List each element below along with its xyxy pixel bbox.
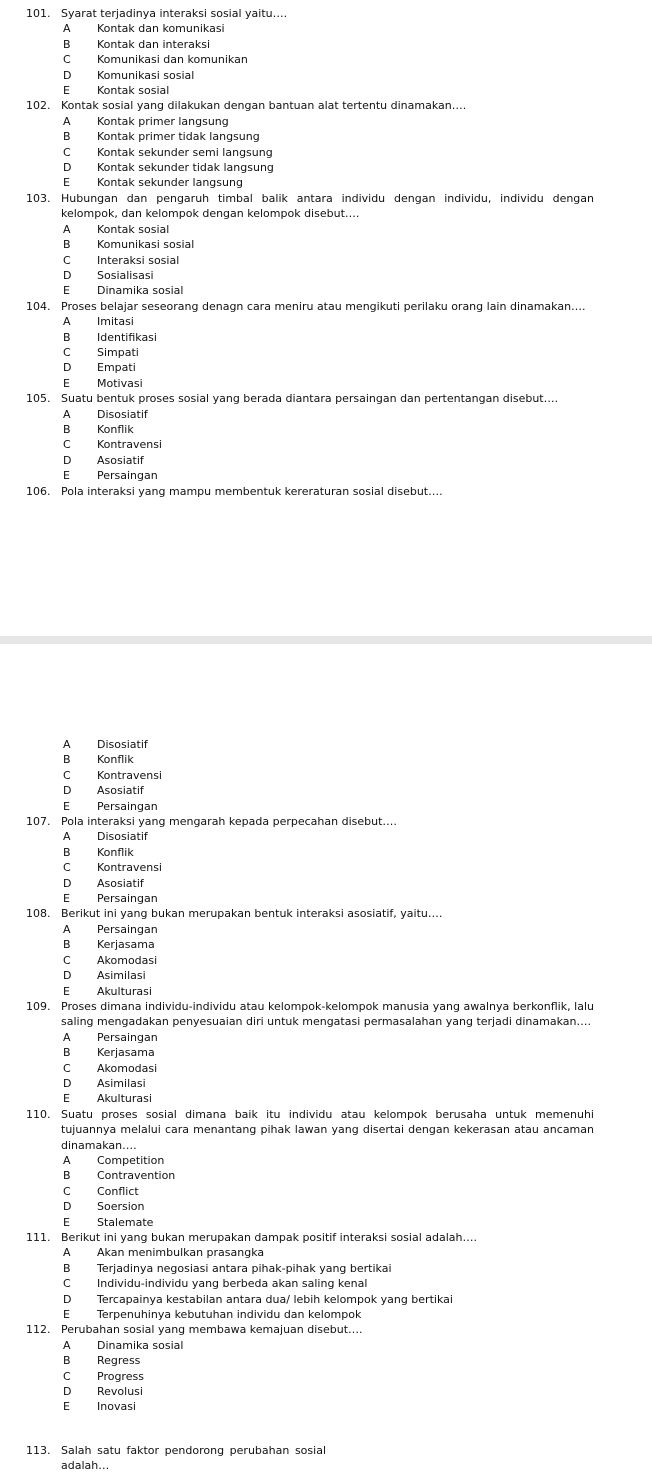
- option-letter: E: [63, 376, 70, 390]
- option-letter: B: [63, 1046, 71, 1060]
- answer-option: [26, 330, 594, 345]
- question: [26, 814, 594, 829]
- option-text: Kerjasama: [97, 1046, 155, 1060]
- page-2: [0, 644, 652, 1473]
- option-text: Asimilasi: [97, 1076, 146, 1090]
- option-letter: B: [63, 1261, 71, 1275]
- option-text: Kontravensi: [97, 861, 162, 875]
- answer-option: [26, 1384, 594, 1399]
- question-number: 111.: [26, 1231, 51, 1244]
- question-number: 101.: [26, 7, 51, 20]
- option-letter: B: [63, 1354, 71, 1368]
- option-letter: A: [63, 738, 71, 751]
- question-number: 106.: [26, 484, 51, 498]
- question-number: 108.: [26, 907, 51, 921]
- option-letter: E: [63, 892, 70, 906]
- question: [26, 1107, 594, 1153]
- answer-option: [26, 1030, 594, 1045]
- question-number: 102.: [26, 99, 51, 113]
- option-letter: B: [63, 1169, 71, 1183]
- answer-option: [26, 1276, 594, 1291]
- answer-option: [26, 422, 594, 437]
- answer-option: [26, 922, 594, 937]
- question-number: 110.: [26, 1107, 51, 1121]
- option-text: Kontak primer tidak langsung: [97, 130, 260, 144]
- option-text: Komunikasi sosial: [97, 238, 195, 252]
- option-text: Contravention: [97, 1169, 176, 1183]
- answer-option: [26, 1153, 594, 1168]
- option-letter: B: [63, 753, 71, 767]
- option-letter: C: [63, 145, 71, 159]
- answer-option: [26, 114, 594, 129]
- answer-option: [26, 783, 594, 798]
- question-text: Pola interaksi yang mengarah kepada perpecahan disebut….: [61, 815, 397, 829]
- answer-option: [26, 1338, 594, 1353]
- question-number: 107.: [26, 815, 51, 829]
- answer-option: [26, 1091, 594, 1106]
- option-text: Konflik: [97, 753, 134, 767]
- answer-option: [26, 752, 594, 767]
- option-text: Kontak primer langsung: [97, 114, 229, 128]
- option-letter: C: [63, 53, 71, 67]
- question-text: Syarat terjadinya interaksi sosial yaitu….: [61, 7, 288, 20]
- option-letter: E: [63, 1308, 70, 1322]
- cutoff-question: [26, 1443, 326, 1473]
- option-letter: B: [63, 37, 71, 51]
- answer-option: [26, 1215, 594, 1230]
- answer-option: [26, 1045, 594, 1060]
- option-letter: D: [63, 876, 72, 890]
- option-letter: D: [63, 68, 72, 82]
- option-text: Akan menimbulkan prasangka: [97, 1246, 265, 1260]
- question: [26, 98, 594, 113]
- question: [26, 191, 594, 222]
- option-letter: D: [63, 784, 72, 798]
- option-text: Dinamika sosial: [97, 1338, 184, 1352]
- option-text: Imitasi: [97, 315, 134, 329]
- answer-option: [26, 1353, 594, 1368]
- answer-option: [26, 1061, 594, 1076]
- option-letter: D: [63, 453, 72, 467]
- option-letter: A: [63, 1030, 71, 1044]
- option-text: Komunikasi sosial: [97, 68, 195, 82]
- question-list: [26, 6, 594, 499]
- answer-option: [26, 968, 594, 983]
- option-text: Kontravensi: [97, 438, 162, 452]
- option-text: Kontak sekunder semi langsung: [97, 145, 273, 159]
- option-letter: D: [63, 969, 72, 983]
- answer-option: [26, 937, 594, 952]
- option-letter: E: [63, 176, 70, 190]
- option-letter: A: [63, 1153, 71, 1167]
- option-text: Interaksi sosial: [97, 253, 180, 267]
- option-text: Revolusi: [97, 1385, 143, 1399]
- option-letter: D: [63, 1076, 72, 1090]
- option-text: Disosiatif: [97, 407, 148, 421]
- question-text: Perubahan sosial yang membawa kemajuan disebut….: [61, 1323, 363, 1337]
- option-text: Persaingan: [97, 892, 158, 906]
- option-text: Persaingan: [97, 922, 158, 936]
- answer-option: [26, 1369, 594, 1384]
- option-text: Conflict: [97, 1184, 139, 1198]
- question-text: Hubungan dan pengaruh timbal balik antara individu dengan individu, individu dengan kelompok, dan kelompok dengan kelompok disebut….: [61, 191, 594, 221]
- answer-option: [26, 360, 594, 375]
- option-letter: C: [63, 1184, 71, 1198]
- answer-option: [26, 1261, 594, 1276]
- option-letter: C: [63, 345, 71, 359]
- answer-option: [26, 21, 594, 36]
- page-1: [0, 0, 652, 636]
- option-text: Empati: [97, 361, 136, 375]
- question-text: Pola interaksi yang mampu membentuk kereraturan sosial disebut….: [61, 484, 443, 498]
- question-text: Proses belajar seseorang denagn cara meniru atau mengikuti perilaku orang lain dinamakan….: [61, 299, 586, 313]
- answer-option: [26, 407, 594, 422]
- option-letter: A: [63, 1338, 71, 1352]
- question: [26, 391, 594, 406]
- option-letter: E: [63, 1092, 70, 1106]
- answer-option: [26, 984, 594, 999]
- option-text: Motivasi: [97, 376, 143, 390]
- option-letter: D: [63, 268, 72, 282]
- option-letter: D: [63, 161, 72, 175]
- answer-option: [26, 253, 594, 268]
- option-letter: A: [63, 22, 71, 36]
- answer-option: [26, 799, 594, 814]
- answer-option: [26, 953, 594, 968]
- option-letter: C: [63, 1277, 71, 1291]
- option-text: Akulturasi: [97, 984, 152, 998]
- question-text: Berikut ini yang bukan merupakan bentuk interaksi asosiatif, yaitu….: [61, 907, 443, 921]
- answer-option: [26, 876, 594, 891]
- answer-option: [26, 829, 594, 844]
- option-letter: C: [63, 861, 71, 875]
- option-text: Kontak sosial: [97, 84, 170, 98]
- answer-option: [26, 83, 594, 98]
- option-text: Konflik: [97, 845, 134, 859]
- answer-option: [26, 1399, 594, 1414]
- answer-option: [26, 1245, 594, 1260]
- answer-option: [26, 737, 594, 752]
- answer-option: [26, 468, 594, 483]
- option-letter: D: [63, 1292, 72, 1306]
- question: [26, 999, 594, 1030]
- question-text: Kontak sosial yang dilakukan dengan bantuan alat tertentu dinamakan….: [61, 99, 467, 113]
- option-text: Competition: [97, 1153, 165, 1167]
- question-number: 113.: [26, 1444, 51, 1457]
- question-number: 112.: [26, 1323, 51, 1337]
- option-text: Kontak sekunder tidak langsung: [97, 161, 274, 175]
- question-text: Suatu proses sosial dimana baik itu individu atau kelompok berusaha untuk memenuhi tujuannya melalui cara menantang pihak lawan yang disertai dengan kekerasan atau ancaman dinamakan….: [61, 1107, 594, 1152]
- option-letter: C: [63, 953, 71, 967]
- answer-option: [26, 68, 594, 83]
- option-text: Terjadinya negosiasi antara pihak-pihak yang bertikai: [97, 1261, 392, 1275]
- answer-option: [26, 283, 594, 298]
- option-letter: D: [63, 1385, 72, 1399]
- question: [26, 906, 594, 921]
- option-text: Disosiatif: [97, 830, 148, 844]
- option-letter: B: [63, 238, 71, 252]
- option-text: Persaingan: [97, 469, 158, 483]
- question-number: 103.: [26, 191, 51, 205]
- answer-option: [26, 1199, 594, 1214]
- option-letter: E: [63, 1400, 70, 1414]
- answer-option: [26, 1076, 594, 1091]
- option-letter: C: [63, 1369, 71, 1383]
- option-text: Akulturasi: [97, 1092, 152, 1106]
- option-text: Simpati: [97, 345, 139, 359]
- option-text: Kontak dan interaksi: [97, 37, 211, 51]
- option-text: Soersion: [97, 1200, 145, 1214]
- option-text: Asosiatif: [97, 453, 144, 467]
- page-separator: [0, 636, 652, 644]
- option-text: Akomodasi: [97, 1061, 158, 1075]
- option-text: Kerjasama: [97, 938, 155, 952]
- option-text: Persaingan: [97, 799, 158, 813]
- option-letter: A: [63, 114, 71, 128]
- answer-option: [26, 1307, 594, 1322]
- answer-option: [26, 268, 594, 283]
- option-text: Sosialisasi: [97, 268, 154, 282]
- option-text: Kontravensi: [97, 768, 162, 782]
- option-text: Komunikasi dan komunikan: [97, 53, 248, 67]
- question: [26, 6, 594, 21]
- option-text: Kontak sekunder langsung: [97, 176, 243, 190]
- answer-option: [26, 52, 594, 67]
- question-number: 109.: [26, 999, 51, 1013]
- option-letter: E: [63, 284, 70, 298]
- question-text: Berikut ini yang bukan merupakan dampak positif interaksi sosial adalah….: [61, 1231, 477, 1244]
- option-text: Asosiatif: [97, 876, 144, 890]
- answer-option: [26, 891, 594, 906]
- option-text: Kontak sosial: [97, 222, 170, 236]
- question: [26, 484, 594, 499]
- answer-option: [26, 160, 594, 175]
- question-number: 104.: [26, 299, 51, 313]
- answer-option: [26, 37, 594, 52]
- option-letter: E: [63, 84, 70, 98]
- option-text: Konflik: [97, 422, 134, 436]
- option-letter: B: [63, 845, 71, 859]
- question-text: Proses dimana individu-individu atau kelompok-kelompok manusia yang awalnya berkonflik, lalu saling mengadakan penyesuaian diri untuk mengatasi permasalahan yang terjadi dinamakan….: [61, 999, 594, 1029]
- option-letter: B: [63, 938, 71, 952]
- answer-option: [26, 237, 594, 252]
- option-letter: A: [63, 315, 71, 329]
- option-letter: D: [63, 361, 72, 375]
- question: [26, 299, 594, 314]
- option-text: Disosiatif: [97, 738, 148, 751]
- answer-option: [26, 145, 594, 160]
- question-number: 105.: [26, 392, 51, 406]
- option-letter: E: [63, 799, 70, 813]
- option-letter: E: [63, 984, 70, 998]
- option-text: Tercapainya kestabilan antara dua/ lebih kelompok yang bertikai: [97, 1292, 453, 1306]
- option-text: Regress: [97, 1354, 141, 1368]
- option-text: Dinamika sosial: [97, 284, 184, 298]
- answer-option: [26, 453, 594, 468]
- answer-option: [26, 376, 594, 391]
- answer-option: [26, 314, 594, 329]
- option-letter: D: [63, 1200, 72, 1214]
- option-letter: A: [63, 1246, 71, 1260]
- option-letter: E: [63, 1215, 70, 1229]
- answer-option: [26, 1184, 594, 1199]
- option-text: Identifikasi: [97, 330, 157, 344]
- option-letter: C: [63, 438, 71, 452]
- option-text: Kontak dan komunikasi: [97, 22, 225, 36]
- option-letter: C: [63, 253, 71, 267]
- question: [26, 1230, 594, 1245]
- question-list: [26, 737, 594, 1415]
- option-text: Asimilasi: [97, 969, 146, 983]
- option-letter: B: [63, 422, 71, 436]
- option-letter: C: [63, 768, 71, 782]
- option-letter: B: [63, 330, 71, 344]
- question-text: Suatu bentuk proses sosial yang berada diantara persaingan dan pertentangan disebut….: [61, 392, 559, 406]
- answer-option: [26, 1292, 594, 1307]
- answer-option: [26, 860, 594, 875]
- option-text: Terpenuhinya kebutuhan individu dan kelompok: [97, 1308, 362, 1322]
- option-letter: B: [63, 130, 71, 144]
- answer-option: [26, 345, 594, 360]
- option-text: Inovasi: [97, 1400, 136, 1414]
- option-text: Akomodasi: [97, 953, 158, 967]
- option-letter: C: [63, 1061, 71, 1075]
- answer-option: [26, 437, 594, 452]
- question-text: Salah satu faktor pendorong perubahan sosial adalah…: [61, 1444, 326, 1473]
- answer-option: [26, 175, 594, 190]
- option-text: Persaingan: [97, 1030, 158, 1044]
- option-letter: A: [63, 830, 71, 844]
- answer-option: [26, 768, 594, 783]
- option-text: Stalemate: [97, 1215, 154, 1229]
- option-text: Progress: [97, 1369, 144, 1383]
- answer-option: [26, 129, 594, 144]
- option-letter: E: [63, 469, 70, 483]
- option-text: Individu-individu yang berbeda akan saling kenal: [97, 1277, 368, 1291]
- answer-option: [26, 222, 594, 237]
- option-text: Asosiatif: [97, 784, 144, 798]
- option-letter: A: [63, 222, 71, 236]
- question: [26, 1322, 594, 1337]
- answer-option: [26, 1168, 594, 1183]
- answer-option: [26, 845, 594, 860]
- option-letter: A: [63, 407, 71, 421]
- option-letter: A: [63, 922, 71, 936]
